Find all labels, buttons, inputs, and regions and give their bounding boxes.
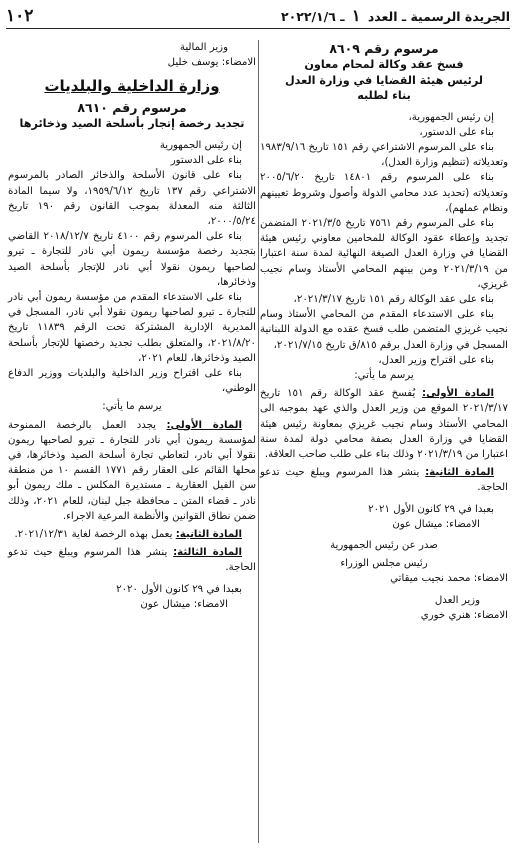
preamble-paragraph: بناء على الدستور bbox=[170, 155, 242, 167]
gazette-name: الجريدة الرسمية ـ العدد bbox=[367, 9, 510, 24]
article-3 bbox=[8, 545, 256, 575]
finance-minister-title: وزير المالية bbox=[179, 42, 228, 53]
decrees-phrase: يرسم ما يأتي: bbox=[354, 369, 414, 381]
signature-finance-minister: الامضاء: يوسف خليل bbox=[167, 57, 256, 69]
article-2 bbox=[8, 527, 256, 542]
decree-title-line: بناء لطلبه bbox=[357, 89, 411, 102]
issued-by: صدر عن رئيس الجمهورية bbox=[330, 539, 438, 551]
article-text: يُفسخ عقد الوكالة رقم ١٥١ تاريخ ٢٠٢١/٣/١٧ الموقع من وزير العدل والذي عهد بموجبه الى المحامي الأستاذ وسام نجيب غريزي بمعاونة رئيس هيئة القضايا في وزارة العدل بصفة محامي دولة لمدة سنة اعتبارا من ٢٠٢١/٣/١٩ وذلك بناء على طلب صاحب العلاقة. bbox=[260, 388, 508, 460]
decree-number-8609: مرسوم رقم ٨٦٠٩ bbox=[329, 41, 439, 56]
issue-date-line: بعبدا في ٢٩ كانون الأول ٢٠٢١ bbox=[368, 503, 494, 515]
decrees-phrase: يرسم ما يأتي: bbox=[102, 401, 162, 413]
issue-date: ـ ٢٠٢٢/١/٦ bbox=[280, 9, 345, 24]
right-column bbox=[260, 40, 508, 623]
article-label: المادة الثانية: bbox=[425, 467, 494, 479]
preamble-paragraph: إن رئيس الجمهورية، bbox=[408, 111, 494, 123]
signature-pm: الامضاء: محمد نجيب ميقاتي bbox=[390, 573, 508, 585]
preamble-paragraph: بناء على المرسوم رقم ١٤٨٠١ تاريخ ٢٠٠٥/٦/٢٠ وتعديلاته (تحديد عدد محامي الدولة وأصول وشروط تعيينهم ونظام عملهم)، bbox=[260, 172, 508, 214]
article-text: ينشر هذا المرسوم ويبلغ حيث تدعو الحاجة. bbox=[260, 467, 508, 494]
preamble-paragraph: بناء على الدستور، bbox=[419, 126, 494, 138]
preamble-paragraph: بناء على عقد الوكالة رقم ١٥١ تاريخ ٢٠٢١/٣/١٧، bbox=[293, 293, 494, 305]
preamble-paragraph: بناء على المرسوم رقم ٤١٠٠ تاريخ ٢٠١٨/١٢/٧ القاضي بتجديد رخصة مؤسسة ريمون أبي نادر للتجارة ـ تيرو لصاحبها ريمون نقولا أبي نادر للإتجار بأسلحة الصيد وذخائرها، bbox=[8, 231, 256, 288]
page-number: ١٠٢ bbox=[6, 5, 34, 26]
preamble-paragraph: بناء على الاستدعاء المقدم من مؤسسة ريمون أبي نادر للتجارة ـ تيرو لصاحبها ريمون نقولا أبي نادر، المسجل في المديرية الإدارية المشتركة تحت الرقم ١١٨٣٩ تاريخ ٢٠٢١/٨/٢٠، والمتعلق بطلب تجديد رخصتها للإتجار بأسلحة الصيد وذخائرها، للعام ٢٠٢١، bbox=[8, 291, 256, 364]
article-label: المادة الثالثة: bbox=[173, 547, 242, 559]
article-label: المادة الأولى: bbox=[166, 419, 242, 431]
issue-date-line: بعبدا في ٢٩ كانون الأول ٢٠٢٠ bbox=[116, 583, 242, 595]
issue-number: ١ bbox=[351, 6, 361, 25]
decree-title-line: لرئيس هيئة القضايا في وزارة العدل bbox=[284, 73, 484, 87]
article-text: يجدد العمل بالرخصة الممنوحة لمؤسسة ريمون أبي نادر للتجارة ـ تيرو لصاحبها ريمون نقولا أبي نادر، لتعاطي تجارة أسلحة الصيد وذخائرها، في محلها القائم على العقار رقم ١٧٧١ القسم ١٠ من منطقة سن الفيل العقارية ـ مستديرة المكلس ـ ملك ريمون أبو نادر ـ قضاء المتن ـ محافظة جبل لبنان، للعام ٢٠٢١، وذلك ضمن نطاق القوانين والأنظمة المرعية الاجراء. bbox=[8, 419, 256, 522]
page-header bbox=[6, 3, 510, 29]
preamble-paragraph: بناء على قانون الأسلحة والذخائر الصادر بالمرسوم الاشتراعي رقم ١٣٧ تاريخ ١٩٥٩/٦/١٢، ولا سيما المادة الثالثة منه المعدلة بموجب القانون رقم ١٩٠ تاريخ ٢٠٠٠/٥/٢٤، bbox=[8, 170, 257, 227]
signature-president: الامضاء: ميشال عون bbox=[140, 598, 228, 610]
preamble-paragraph: بناء على الاستدعاء المقدم من المحامي الأستاذ وسام نجيب غريزي المتضمن طلب فسخ عقده مع الدولة اللبنانية المسجل في وزارة العدل برقم ٨١٥/ق تاريخ ٢٠٢١/٧/١٥، bbox=[260, 309, 508, 351]
signature-president: الامضاء: ميشال عون bbox=[392, 518, 480, 530]
article-label: المادة الأولى: bbox=[422, 388, 494, 400]
column-divider bbox=[258, 40, 259, 843]
article-2 bbox=[260, 465, 508, 495]
preamble-paragraph: بناء على اقتراح وزير العدل، bbox=[378, 354, 494, 366]
article-text: يعمل بهذه الرخصة لغاية ٢٠٢١/١٢/٣١. bbox=[14, 528, 173, 540]
decree-title: تجديد رخصة إتجار بأسلحة الصيد وذخائرها bbox=[19, 117, 245, 131]
preamble-paragraph: بناء على المرسوم رقم ٧٥٦١ تاريخ ٢٠٢١/٣/٥ المتضمن تجديد وإعطاء عقود الوكالة للمحامين معاوني رئيس هيئة القضايا في وزارة العدل الصيغة النهائية لمدة سنة اعتبارا من ٢٠٢١/٣/١٩ ومن بينهم المحامي الأستاذ وسام نجيب غريزي، bbox=[260, 217, 508, 290]
article-1 bbox=[8, 418, 256, 524]
decree-title-line: فسخ عقد وكالة لمحام معاون bbox=[304, 58, 464, 71]
article-text: ينشر هذا المرسوم ويبلغ حيث تدعو الحاجة. bbox=[8, 547, 256, 574]
article-1 bbox=[260, 386, 508, 462]
decree-number-8610: مرسوم رقم ٨٦١٠ bbox=[77, 100, 187, 116]
preamble-paragraph: إن رئيس الجمهورية bbox=[159, 139, 242, 151]
justice-minister-title: وزير العدل bbox=[434, 594, 480, 606]
ministry-name: وزارة الداخلية والبلديات bbox=[44, 77, 220, 96]
preamble-paragraph: بناء على المرسوم الاشتراعي رقم ١٥١ تاريخ ١٩٨٣/٩/١٦ وتعديلاته (تنظيم وزارة العدل)، bbox=[260, 141, 508, 169]
article-label: المادة الثانية: bbox=[175, 528, 242, 540]
left-column bbox=[8, 40, 256, 612]
pm-title: رئيس مجلس الوزراء bbox=[340, 558, 428, 570]
preamble-paragraph: بناء على اقتراح وزير الداخلية والبلديات ووزير الدفاع الوطني، bbox=[8, 367, 256, 395]
signature-justice-minister: الامضاء: هنري خوري bbox=[420, 609, 508, 621]
gazette-title bbox=[281, 6, 510, 25]
